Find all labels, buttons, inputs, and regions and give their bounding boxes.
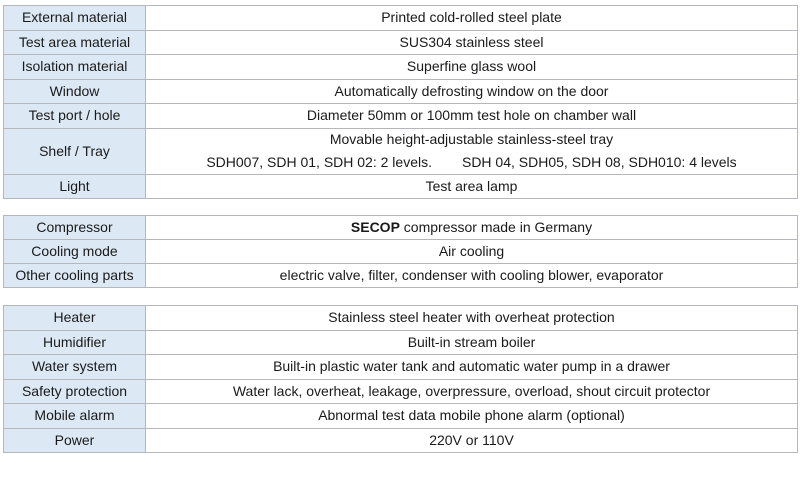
row-value-multiline [146, 128, 798, 174]
table-row [4, 428, 798, 453]
row-label: Compressor [4, 216, 146, 240]
spec-table-cooling [3, 215, 798, 288]
table-row [4, 79, 798, 104]
row-value [146, 216, 798, 240]
row-label: Humidifier [4, 330, 146, 355]
spec-table-construction [3, 5, 798, 199]
row-label: Other cooling parts [4, 264, 146, 288]
table-row [4, 55, 798, 80]
table-row [4, 404, 798, 429]
table-row [4, 6, 798, 31]
row-label: Shelf / Tray [4, 128, 146, 174]
row-label: Window [4, 79, 146, 104]
row-label: Test port / hole [4, 104, 146, 129]
shelf-description: Movable height-adjustable stainless-steel tray [329, 131, 614, 147]
table-row [4, 330, 798, 355]
table-row [4, 216, 798, 240]
row-label: External material [4, 6, 146, 31]
table-row [4, 240, 798, 264]
row-label: Power [4, 428, 146, 453]
shelf-levels-small-models: SDH007, SDH 01, SDH 02: 2 levels. [206, 154, 432, 170]
row-label: Cooling mode [4, 240, 146, 264]
row-value: Stainless steel heater with overheat protection [146, 306, 798, 331]
shelf-levels [146, 154, 797, 171]
row-value: electric valve, filter, condenser with cooling blower, evaporator [146, 264, 798, 288]
row-label: Test area material [4, 30, 146, 55]
row-value: Superfine glass wool [146, 55, 798, 80]
table-row [4, 128, 798, 174]
table-row [4, 306, 798, 331]
row-label: Isolation material [4, 55, 146, 80]
row-value: Built-in plastic water tank and automatic water pump in a drawer [146, 355, 798, 380]
row-value: Printed cold-rolled steel plate [146, 6, 798, 31]
row-value: Test area lamp [146, 174, 798, 199]
row-value: Air cooling [146, 240, 798, 264]
row-label: Safety protection [4, 379, 146, 404]
row-value: Abnormal test data mobile phone alarm (optional) [146, 404, 798, 429]
row-value: Diameter 50mm or 100mm test hole on chamber wall [146, 104, 798, 129]
row-value: SUS304 stainless steel [146, 30, 798, 55]
table-row [4, 379, 798, 404]
row-value: Water lack, overheat, leakage, overpressure, overload, shout circuit protector [146, 379, 798, 404]
shelf-levels-large-models: SDH 04, SDH05, SDH 08, SDH010: 4 levels [461, 154, 737, 170]
compressor-origin: compressor made in Germany [399, 219, 593, 235]
row-label: Water system [4, 355, 146, 380]
row-label: Heater [4, 306, 146, 331]
spec-table-systems [3, 305, 798, 453]
table-row [4, 355, 798, 380]
compressor-brand: SECOP [350, 219, 400, 235]
row-value: Built-in stream boiler [146, 330, 798, 355]
table-row [4, 104, 798, 129]
table-row [4, 30, 798, 55]
table-row [4, 174, 798, 199]
row-value: 220V or 110V [146, 428, 798, 453]
table-row [4, 264, 798, 288]
row-label: Mobile alarm [4, 404, 146, 429]
row-value: Automatically defrosting window on the door [146, 79, 798, 104]
row-label: Light [4, 174, 146, 199]
